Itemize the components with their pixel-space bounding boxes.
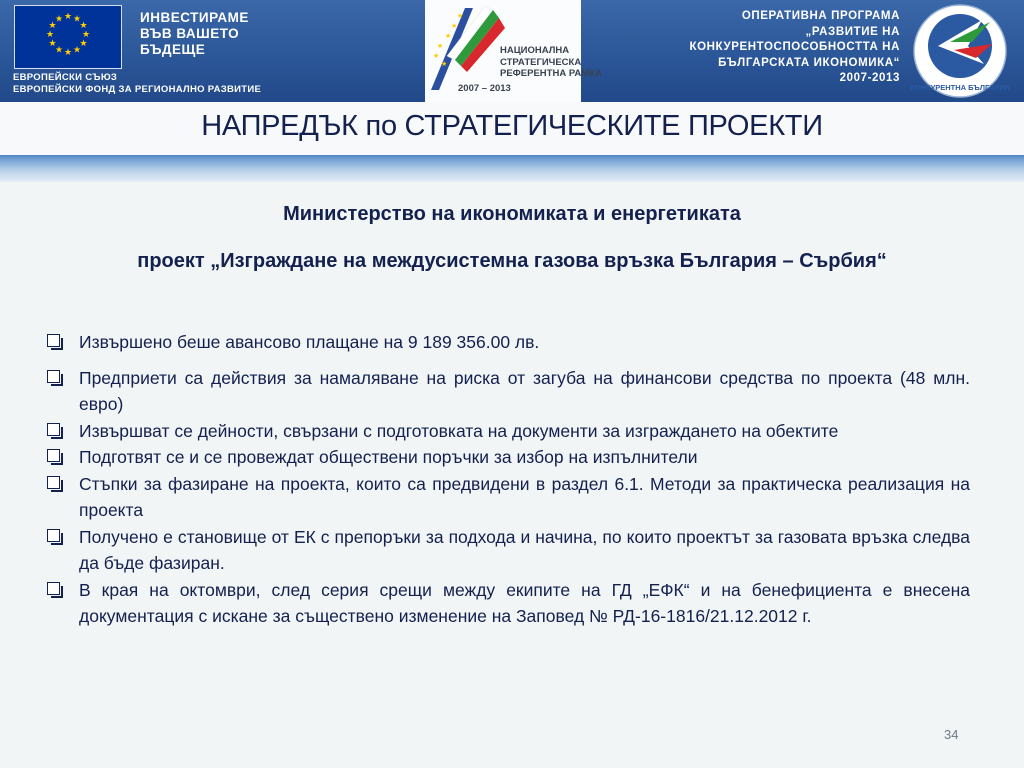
eu-fund-line: ЕВРОПЕЙСКИ СЪЮЗ bbox=[13, 72, 118, 83]
svg-text:★: ★ bbox=[45, 30, 55, 40]
svg-text:★: ★ bbox=[445, 32, 452, 40]
header-banner bbox=[0, 0, 1024, 102]
list-item bbox=[44, 365, 970, 418]
svg-text:★: ★ bbox=[48, 21, 57, 31]
nsrf-logo bbox=[425, 0, 602, 102]
checkbox-bullet-icon bbox=[47, 423, 60, 436]
svg-text:★: ★ bbox=[79, 39, 88, 49]
project-heading: проект „Изграждане на междусистемна газова връзка България – Сърбия“ bbox=[137, 250, 887, 272]
eu-slogan-line: ИНВЕСТИРАМЕ bbox=[140, 10, 249, 25]
checkbox-bullet-icon bbox=[47, 582, 60, 595]
list-item bbox=[44, 329, 970, 356]
operational-program-text bbox=[689, 9, 900, 87]
svg-text:★: ★ bbox=[63, 12, 73, 22]
svg-text:★: ★ bbox=[72, 14, 82, 25]
list-item-text: Стъпки за фазиране на проекта, които са предвидени в раздел 6.1. Методи за практическа реализация на проекта bbox=[79, 473, 970, 520]
nsrf-years: 2007 – 2013 bbox=[458, 83, 511, 94]
svg-text:★: ★ bbox=[48, 39, 57, 49]
list-item-text: Предприети са действия за намаляване на риска от загуба на финансови средства по проекта (48 млн. евро) bbox=[79, 367, 970, 414]
competitive-bulgaria-logo bbox=[910, 2, 1010, 100]
eu-flag-logo bbox=[14, 5, 122, 69]
page-number: 34 bbox=[944, 727, 959, 742]
eu-fund-line: ЕВРОПЕЙСКИ ФОНД ЗА РЕГИОНАЛНО РАЗВИТИЕ bbox=[13, 84, 262, 95]
nsrf-line: СТРАТЕГИЧЕСКА bbox=[500, 56, 582, 68]
eu-slogan bbox=[140, 10, 249, 58]
checkbox-bullet-icon bbox=[47, 370, 60, 383]
svg-text:★: ★ bbox=[81, 30, 91, 40]
op-line: БЪЛГАРСКАТА ИКОНОМИКА“ bbox=[718, 56, 900, 69]
list-item bbox=[44, 471, 970, 524]
svg-text:★: ★ bbox=[79, 21, 88, 31]
list-item-text: Подготвят се и се провеждат обществени поръчки за избор на изпълнители bbox=[79, 447, 698, 467]
list-item-text: В края на октомври, след серия срещи между екипите на ГД „ЕФК“ и на бенефициента е внесена документация с искане за съществено изменение на Заповед № РД-16-1816/21.12.2012 г. bbox=[79, 579, 970, 626]
list-item bbox=[44, 524, 970, 577]
op-line: „РАЗВИТИЕ НА bbox=[805, 25, 900, 38]
svg-text:★: ★ bbox=[63, 48, 73, 58]
svg-text:★: ★ bbox=[437, 42, 444, 50]
op-logo-text: КОНКУРЕНТНА БЪЛГАРИЯ bbox=[910, 83, 1010, 92]
ministry-heading: Министерство на икономиката и енергетиката bbox=[283, 203, 741, 225]
op-line: КОНКУРЕНТОСПОСОБНОСТТА НА bbox=[689, 41, 900, 53]
op-line: ОПЕРАТИВНА ПРОГРАМА bbox=[741, 10, 900, 22]
checkbox-bullet-icon bbox=[47, 529, 60, 542]
nsrf-line: НАЦИОНАЛНА bbox=[500, 45, 570, 56]
checkbox-bullet-icon bbox=[47, 449, 60, 462]
list-item-text: Извършено беше авансово плащане на 9 189 356.00 лв. bbox=[79, 332, 540, 352]
checkbox-bullet-icon bbox=[47, 334, 60, 347]
svg-text:★: ★ bbox=[54, 14, 64, 25]
list-item bbox=[44, 444, 970, 471]
nsrf-text bbox=[500, 45, 602, 80]
svg-text:★: ★ bbox=[441, 60, 448, 68]
svg-text:★: ★ bbox=[54, 45, 64, 56]
op-line: 2007-2013 bbox=[839, 72, 900, 84]
svg-text:★: ★ bbox=[451, 22, 458, 30]
list-item bbox=[44, 577, 970, 630]
progress-list bbox=[44, 329, 970, 630]
page-title: НАПРЕДЪК по СТРАТЕГИЧЕСКИТЕ ПРОЕКТИ bbox=[201, 110, 823, 142]
eu-fund-label bbox=[13, 72, 261, 96]
nsrf-line: РЕФЕРЕНТНА РАМКА bbox=[500, 68, 602, 79]
list-item-text: Извършват се дейности, свързани с подготовката на документи за изграждането на обектите bbox=[79, 420, 839, 441]
svg-text:★: ★ bbox=[457, 12, 464, 20]
list-item-text: Получено е становище от ЕК с препоръки за подхода и начина, по които проектът за газовата връзка следва да бъде фазиран. bbox=[79, 526, 970, 573]
list-item bbox=[44, 418, 970, 445]
eu-slogan-line: ВЪВ ВАШЕТО bbox=[140, 26, 240, 41]
checkbox-bullet-icon bbox=[47, 476, 60, 489]
svg-text:★: ★ bbox=[72, 45, 82, 56]
svg-text:★: ★ bbox=[433, 52, 440, 60]
decorative-stripe bbox=[0, 155, 1024, 182]
eu-slogan-line: БЪДЕЩЕ bbox=[140, 42, 206, 57]
